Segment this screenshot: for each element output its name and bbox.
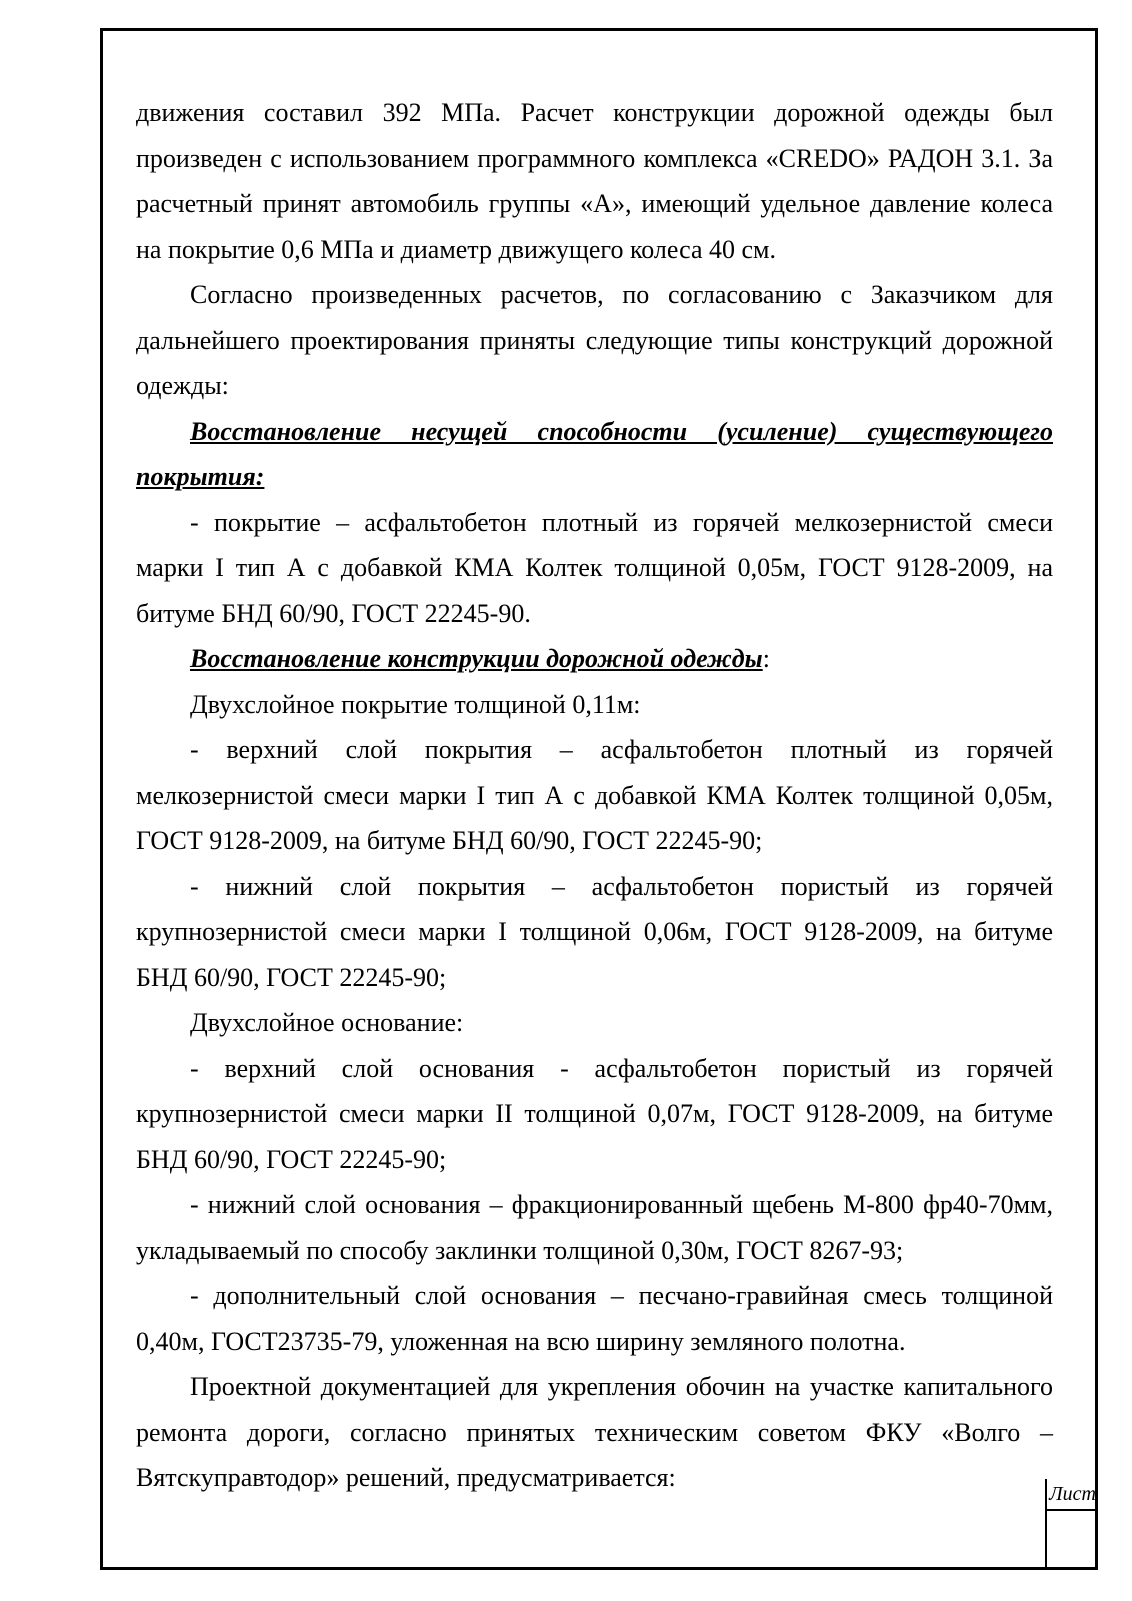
section-heading [136, 636, 1053, 682]
paragraph-text: - дополнительный слой основания – песчано-гравийная смесь толщиной 0,40м, ГОСТ23735-79, уложенная на всю ширину земляного полотна. [136, 1281, 1053, 1356]
title-block-stamp [1045, 1479, 1098, 1570]
paragraph-text: Согласно произведенных расчетов, по согласованию с Заказчиком для дальнейшего проектирования приняты следующие типы конструкций дорожной одежды: [136, 280, 1053, 400]
sheet-label: Лист [1047, 1479, 1098, 1511]
paragraph-text: : [762, 644, 770, 673]
paragraph-text: - верхний слой покрытия – асфальтобетон плотный из горячей мелкозернистой смеси марки I тип А с добавкой КМА Колтек толщиной 0,05м, ГОСТ 9128-2009, на битуме БНД 60/90, ГОСТ 22245-90; [136, 735, 1053, 855]
paragraph-text: Проектной документацией для укрепления обочин на участке капитального ремонта дороги, согласно принятых техническим советом ФКУ «Волго – Вятскуправтодор» решений, предусматривается: [136, 1372, 1053, 1492]
document-body [136, 90, 1053, 1501]
sheet-number [1047, 1511, 1098, 1567]
paragraph [136, 864, 1053, 1001]
paragraph [136, 272, 1053, 409]
section-heading [136, 409, 1053, 500]
heading-text: Восстановление конструкции дорожной одежды [190, 644, 763, 673]
paragraph [136, 500, 1053, 637]
paragraph-text: - покрытие – асфальтобетон плотный из горячей мелкозернистой смеси марки I тип А с добавкой КМА Колтек толщиной 0,05м, ГОСТ 9128-2009, на битуме БНД 60/90, ГОСТ 22245-90. [136, 507, 1053, 628]
paragraph [136, 1000, 1053, 1046]
paragraph [136, 1182, 1053, 1273]
paragraph [136, 1364, 1053, 1501]
paragraph-text: Двухслойное покрытие толщиной 0,11м: [190, 689, 641, 719]
paragraph [136, 1273, 1053, 1364]
paragraph [136, 727, 1053, 864]
paragraph-text: - нижний слой основания – фракционированный щебень М-800 фр40-70мм, укладываемый по способу заклинки толщиной 0,30м, ГОСТ 8267-93; [136, 1190, 1053, 1265]
paragraph [136, 682, 1053, 728]
paragraph-text: - верхний слой основания - асфальтобетон пористый из горячей крупнозернистой смеси марки II толщиной 0,07м, ГОСТ 9128-2009, на битуме БНД 60/90, ГОСТ 22245-90; [136, 1053, 1053, 1174]
paragraph-text: - нижний слой покрытия – асфальтобетон пористый из горячей крупнозернистой смеси марки I толщиной 0,06м, ГОСТ 9128-2009, на битуме БНД 60/90, ГОСТ 22245-90; [136, 871, 1053, 992]
heading-text: Восстановление несущей способности (усиление) существующего покрытия: [136, 416, 1053, 491]
paragraph [136, 1046, 1053, 1183]
paragraph [136, 90, 1053, 272]
paragraph-text: Двухслойное основание: [190, 1008, 464, 1037]
paragraph-text: движения составил 392 МПа. Расчет конструкции дорожной одежды был произведен с использованием программного комплекса «CREDO» РАДОН 3.1. За расчетный принят автомобиль группы «А», имеющий удельное давление колеса на покрытие 0,6 МПа и диаметр движущего колеса 40 см. [136, 98, 1053, 264]
